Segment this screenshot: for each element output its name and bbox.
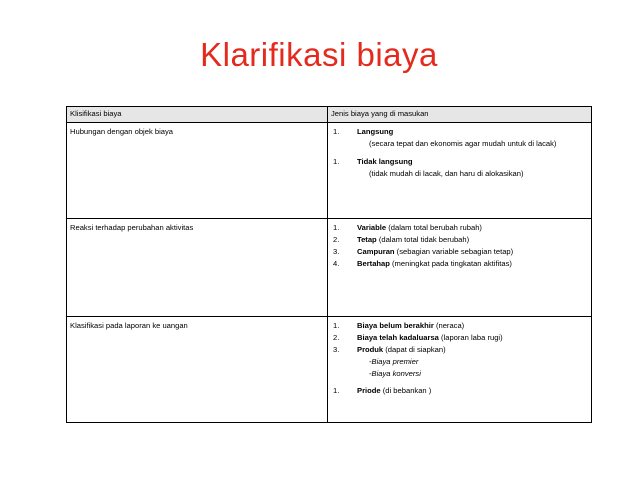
table-row bbox=[67, 219, 592, 317]
item-number: 2. bbox=[333, 333, 340, 342]
item-term: Bertahap bbox=[357, 259, 390, 268]
list-item bbox=[331, 222, 588, 234]
item-note: (sebagian variable sebagian tetap) bbox=[394, 247, 514, 256]
list-item bbox=[331, 385, 588, 397]
item-note: (laporan laba rugi) bbox=[438, 333, 503, 342]
list-item bbox=[331, 234, 588, 246]
item-number: 4. bbox=[333, 259, 340, 268]
item-term: Tidak langsung bbox=[357, 157, 413, 166]
item-note: (dalam total tidak berubah) bbox=[376, 235, 470, 244]
row-label: Klasifikasi pada laporan ke uangan bbox=[67, 317, 328, 423]
item-number: 1. bbox=[333, 223, 340, 232]
row-label: Hubungan dengan objek biaya bbox=[67, 123, 328, 219]
item-number: 3. bbox=[333, 345, 340, 354]
sub-item bbox=[331, 356, 588, 368]
list-item bbox=[331, 258, 588, 270]
item-note: (dapat di siapkan) bbox=[383, 345, 446, 354]
slide-title: Klarifikasi biaya bbox=[200, 36, 438, 73]
table-row bbox=[67, 317, 592, 423]
list-item bbox=[331, 344, 588, 356]
item-term: Tetap bbox=[357, 235, 377, 244]
row-items bbox=[328, 317, 592, 423]
item-term: Langsung bbox=[357, 127, 394, 136]
item-term: Biaya telah kadaluarsa bbox=[357, 333, 439, 342]
row-label: Reaksi terhadap perubahan aktivitas bbox=[67, 219, 328, 317]
item-number: 3. bbox=[333, 247, 340, 256]
row-items bbox=[328, 219, 592, 317]
item-term: Biaya belum berakhir bbox=[357, 321, 434, 330]
list-item bbox=[331, 320, 588, 332]
item-term: Produk bbox=[357, 345, 384, 354]
table-header-row bbox=[67, 107, 592, 123]
item-description: (tidak mudah di lacak, dan haru di alokasikan) bbox=[369, 169, 524, 178]
item-number: 1. bbox=[333, 127, 340, 136]
item-note: (dalam total berubah rubah) bbox=[386, 223, 482, 232]
header-cost-types: Jenis biaya yang di masukan bbox=[328, 107, 592, 123]
item-number: 1. bbox=[333, 386, 340, 395]
list-item bbox=[331, 126, 588, 138]
header-classification: Klisifikasi biaya bbox=[67, 107, 328, 123]
list-item bbox=[331, 332, 588, 344]
item-number: 1. bbox=[333, 157, 340, 166]
row-items bbox=[328, 123, 592, 219]
cost-classification-table bbox=[66, 106, 592, 423]
sub-item-text: -Biaya konversi bbox=[369, 369, 421, 378]
sub-item-text: -Biaya premier bbox=[369, 357, 419, 366]
table-row bbox=[67, 123, 592, 219]
item-note: (di bebankan ) bbox=[380, 386, 432, 395]
item-number: 1. bbox=[333, 321, 340, 330]
item-number: 2. bbox=[333, 235, 340, 244]
list-item bbox=[331, 156, 588, 168]
item-term: Campuran bbox=[357, 247, 395, 256]
list-item bbox=[331, 246, 588, 258]
item-note: (meningkat pada tingkatan aktifitas) bbox=[389, 259, 512, 268]
item-description: (secara tepat dan ekonomis agar mudah untuk di lacak) bbox=[369, 139, 557, 148]
sub-item bbox=[331, 368, 588, 380]
item-term: Variable bbox=[357, 223, 387, 232]
item-note: (neraca) bbox=[433, 321, 465, 330]
item-term: Priode bbox=[357, 386, 381, 395]
